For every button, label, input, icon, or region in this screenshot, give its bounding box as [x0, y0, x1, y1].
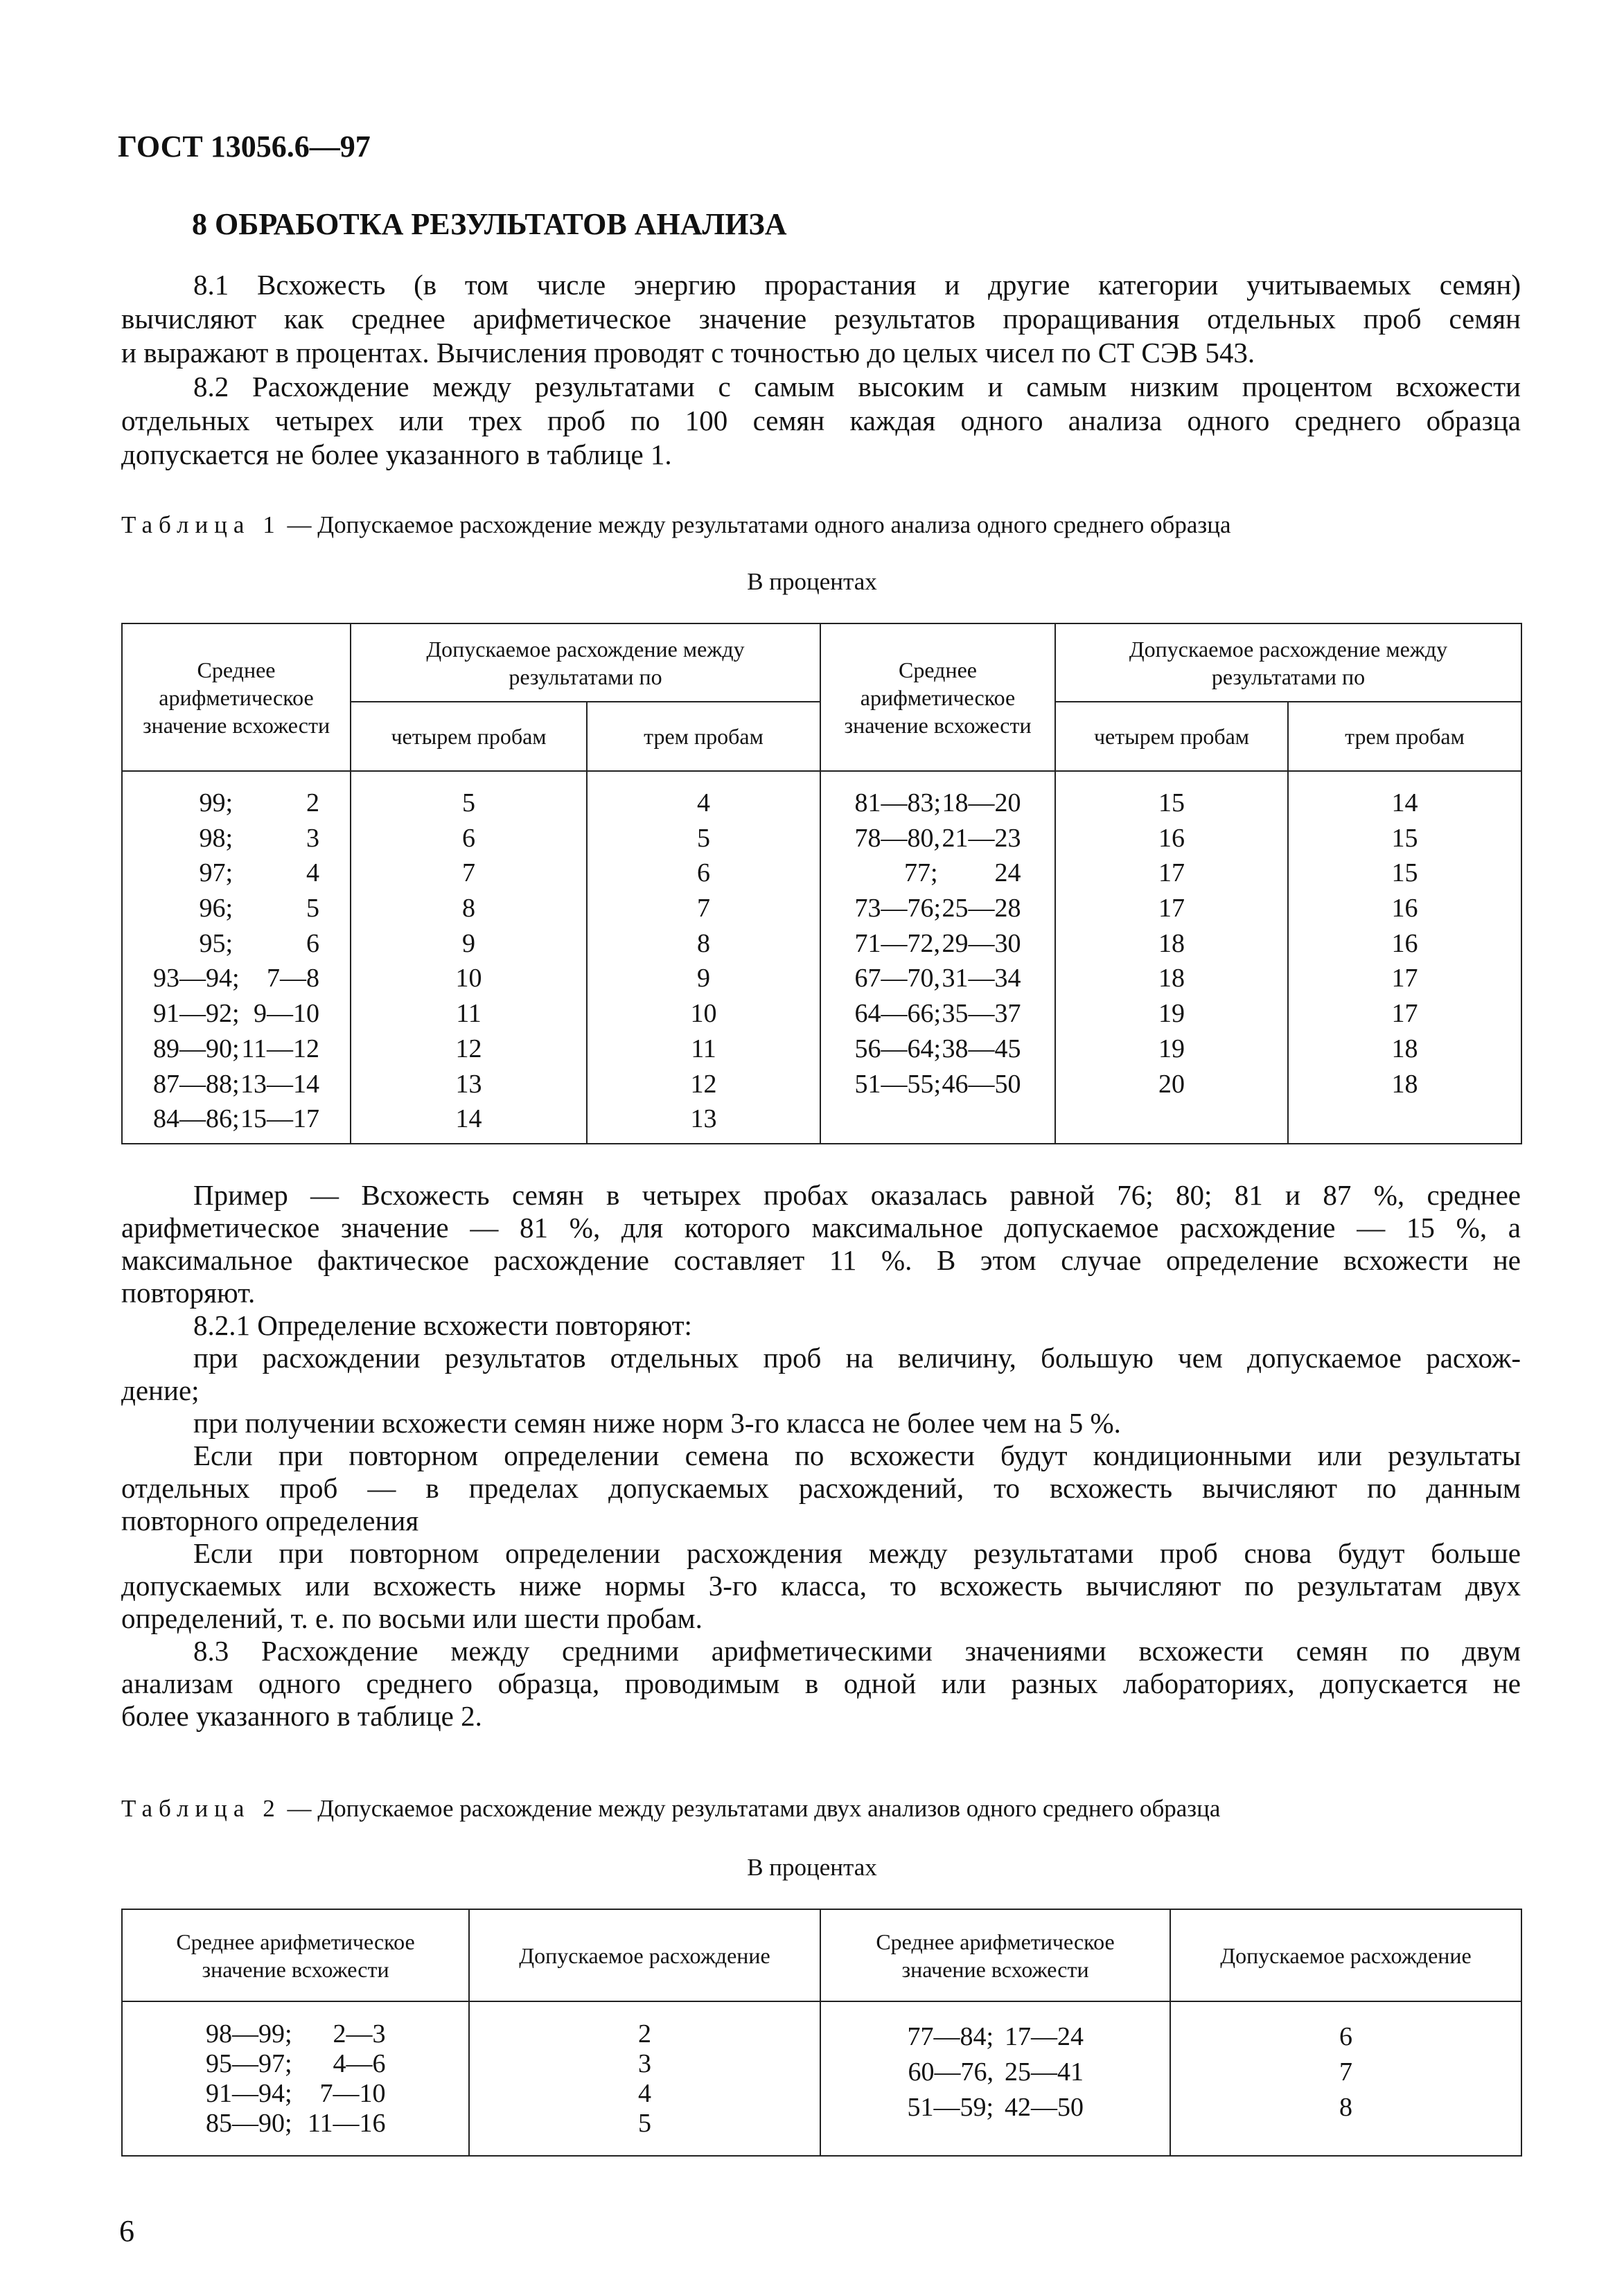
table-row-mean-value — [821, 926, 1054, 962]
table1-header-four-right: четырем пробам — [1055, 702, 1288, 771]
table-row-mean-value — [123, 821, 350, 856]
mean-value-part: 91—92; — [153, 999, 240, 1029]
paragraph-line: более указанного в таблице 2. — [121, 1700, 482, 1732]
table1-caption-label: Таблица 1 — [121, 511, 281, 538]
table1 — [121, 623, 1522, 1144]
mean-value-part: 71—72, — [854, 928, 940, 958]
paragraph-line: вычисляют как среднее арифметическое значение результатов проращивания отдельных проб семян — [121, 303, 1521, 335]
mean-value-part: 11—12 — [241, 1034, 319, 1063]
mean-value-part: 24 — [994, 858, 1021, 888]
table-cell-value: 13 — [455, 1069, 482, 1099]
table-row-mean-value — [123, 1032, 350, 1067]
mean-value-part: 98—99; — [205, 2019, 292, 2048]
table2 — [121, 1909, 1522, 2157]
mean-value-part: 84—86; — [153, 1104, 240, 1134]
table-cell-value: 16 — [1158, 823, 1185, 853]
table1-caption-text: — Допускаемое расхождение между результатами одного анализа одного среднего образца — [281, 511, 1231, 538]
mean-value-part: 18—20 — [942, 788, 1021, 817]
table-cell-value: 18 — [1391, 1069, 1418, 1099]
paragraph-line: при получении всхожести семян ниже норм 3-го класса не более чем на 5 %. — [193, 1407, 1121, 1439]
table-cell-value: 15 — [1391, 858, 1418, 888]
paragraph-line: повторяют. — [121, 1277, 256, 1309]
mean-value-part: 96; — [199, 894, 233, 923]
table-cell-value: 9 — [697, 964, 710, 993]
table-row-mean-value — [123, 891, 350, 926]
table-row-mean-value — [821, 856, 1054, 891]
mean-value-part: 25—41 — [1005, 2057, 1084, 2087]
table-cell-value: 17 — [1391, 999, 1418, 1029]
table-cell-value: 9 — [462, 928, 475, 958]
table-cell-value: 16 — [1391, 894, 1418, 923]
table2-header-diff-left: Допускаемое расхождение — [469, 1909, 820, 2001]
table-row-mean-value — [821, 1032, 1054, 1067]
t1-left-four-col — [351, 771, 587, 1144]
table-row-mean-value — [123, 1101, 350, 1137]
table-row-mean-value — [123, 996, 350, 1032]
mean-value-part: 9—10 — [254, 999, 319, 1029]
mean-value-part: 4—6 — [333, 2049, 386, 2078]
table-cell-value: 5 — [638, 2109, 651, 2138]
paragraph-line: максимальное фактическое расхождение составляет 11 %. В этом случае определение всхожести не — [121, 1244, 1521, 1276]
table-cell-value: 19 — [1158, 1034, 1185, 1063]
mean-value-part: 29—30 — [942, 928, 1021, 958]
table-cell-value: 16 — [1391, 928, 1418, 958]
mean-value-part: 13—14 — [240, 1069, 319, 1099]
table1-header-mean-left: Среднее арифметическое значение всхожести — [122, 623, 351, 771]
table-cell-value: 7 — [697, 894, 710, 923]
t1-left-mean-col — [122, 771, 351, 1144]
table-cell-value: 12 — [690, 1069, 717, 1099]
mean-value-part: 95—97; — [205, 2049, 292, 2078]
table-row-mean-value — [123, 2079, 468, 2109]
paragraphs-example-8-2-1-8-3 — [121, 1179, 1521, 1733]
table-row-mean-value — [821, 2090, 1170, 2125]
t1-right-four-col — [1055, 771, 1288, 1144]
table-cell-value: 10 — [690, 999, 717, 1029]
table1-header-mean-right: Среднее арифметическое значение всхожести — [820, 623, 1055, 771]
table-cell-value: 8 — [1339, 2093, 1352, 2122]
mean-value-part: 5 — [306, 894, 319, 923]
table-row-mean-value — [123, 2049, 468, 2079]
paragraphs-8-1-8-2 — [121, 268, 1521, 472]
table-row-mean-value — [123, 786, 350, 821]
mean-value-part: 2—3 — [333, 2019, 386, 2048]
table-cell-value: 3 — [638, 2049, 651, 2078]
mean-value-part: 73—76; — [854, 894, 942, 923]
table-cell-value: 15 — [1158, 788, 1185, 817]
table1-caption — [121, 511, 1521, 539]
table-row-mean-value — [821, 961, 1054, 996]
table-cell-value: 7 — [462, 858, 475, 888]
t1-left-three-col — [587, 771, 820, 1144]
table-cell-value: 8 — [462, 894, 475, 923]
table-cell-value: 17 — [1391, 964, 1418, 993]
table-row-mean-value — [123, 926, 350, 962]
paragraph-line: Если при повторном определении семена по всхожести будут кондиционными или результаты — [193, 1440, 1521, 1471]
table1-header-diff-left: Допускаемое расхождение между результатами по — [351, 623, 820, 702]
t1-right-three-col — [1288, 771, 1521, 1144]
table-cell-value: 19 — [1158, 999, 1185, 1029]
table-row-mean-value — [123, 856, 350, 891]
table-cell-value: 4 — [697, 788, 710, 817]
mean-value-part: 56—64; — [854, 1034, 942, 1063]
paragraph-line: Пример — Всхожесть семян в четырех пробах оказалась равной 76; 80; 81 и 87 %, среднее — [193, 1179, 1521, 1211]
mean-value-part: 93—94; — [153, 964, 240, 993]
mean-value-part: 51—55; — [854, 1069, 942, 1099]
mean-value-part: 51—59; — [907, 2093, 994, 2122]
table-row-mean-value — [821, 2019, 1170, 2055]
mean-value-part: 95; — [199, 928, 233, 958]
table1-header-three-right: трем пробам — [1288, 702, 1521, 771]
mean-value-part: 85—90; — [205, 2109, 292, 2138]
t2-right-diff-col — [1170, 2001, 1521, 2156]
mean-value-part: 7—10 — [319, 2079, 386, 2108]
mean-value-part: 6 — [306, 928, 319, 958]
table2-header-diff-right: Допускаемое расхождение — [1170, 1909, 1521, 2001]
t2-right-mean-col — [820, 2001, 1170, 2156]
table1-header-four-left: четырем пробам — [351, 702, 587, 771]
table-cell-value: 17 — [1158, 858, 1185, 888]
table-cell-value: 5 — [697, 823, 710, 853]
mean-value-part: 2 — [306, 788, 319, 817]
mean-value-part: 17—24 — [1005, 2022, 1084, 2051]
t2-left-diff-col — [469, 2001, 820, 2156]
mean-value-part: 38—45 — [942, 1034, 1021, 1063]
table-cell-value: 6 — [697, 858, 710, 888]
paragraph-line: 8.1 Всхожесть (в том числе энергию прорастания и другие категории учитываемых семян) — [193, 269, 1521, 301]
mean-value-part: 11—16 — [307, 2109, 386, 2138]
table-row-mean-value — [821, 1067, 1054, 1102]
document-code: ГОСТ 13056.6—97 — [118, 130, 371, 163]
table-row-mean-value — [821, 996, 1054, 1032]
paragraph-line: и выражают в процентах. Вычисления проводят с точностью до целых чисел по СТ СЭВ 543. — [121, 337, 1255, 369]
table-cell-value: 14 — [1391, 788, 1418, 817]
mean-value-part: 3 — [306, 823, 319, 853]
paragraph-line: 8.2.1 Определение всхожести повторяют: — [193, 1309, 692, 1341]
table-row-mean-value — [123, 2109, 468, 2139]
table2-caption-label: Таблица 2 — [121, 1795, 281, 1822]
table-row-mean-value — [123, 1067, 350, 1102]
table-cell-value: 6 — [462, 823, 475, 853]
mean-value-part: 25—28 — [942, 894, 1021, 923]
page-number: 6 — [119, 2214, 134, 2248]
paragraph-line: отдельных проб — в пределах допускаемых расхождений, то всхожесть вычисляют по данным — [121, 1472, 1521, 1504]
table-cell-value: 18 — [1158, 964, 1185, 993]
table-cell-value: 11 — [456, 999, 482, 1029]
paragraph-line: определений, т. е. по восьми или шести пробам. — [121, 1602, 703, 1634]
mean-value-part: 97; — [199, 858, 233, 888]
table-row-mean-value — [821, 821, 1054, 856]
mean-value-part: 7—8 — [267, 964, 319, 993]
mean-value-part: 4 — [306, 858, 319, 888]
table-cell-value: 15 — [1391, 823, 1418, 853]
mean-value-part: 67—70, — [854, 964, 940, 993]
table-row-mean-value — [123, 2019, 468, 2049]
paragraph-line: допускается не более указанного в таблице 1. — [121, 439, 672, 470]
mean-value-part: 42—50 — [1005, 2093, 1084, 2122]
mean-value-part: 91—94; — [205, 2079, 292, 2108]
table-cell-value: 13 — [690, 1104, 717, 1134]
paragraph-line: арифметическое значение — 81 %, для которого максимальное допускаемое расхождение — 15 %, а — [121, 1212, 1521, 1243]
paragraph-line: допускаемых или всхожесть ниже нормы 3-го класса, то всхожесть вычисляют по результатам двух — [121, 1570, 1521, 1602]
table-cell-value: 6 — [1339, 2022, 1352, 2051]
table1-header-diff-right: Допускаемое расхождение между результатами по — [1055, 623, 1521, 702]
table-cell-value: 10 — [455, 964, 482, 993]
table-cell-value: 7 — [1339, 2057, 1352, 2087]
mean-value-part: 77; — [903, 858, 938, 888]
mean-value-part: 60—76, — [908, 2057, 994, 2087]
table-cell-value: 18 — [1158, 928, 1185, 958]
mean-value-part: 64—66; — [854, 999, 942, 1029]
paragraph-line: отдельных четырех или трех проб по 100 семян каждая одного анализа одного среднего образца — [121, 405, 1521, 436]
table2-header-mean-right: Среднее арифметическое значение всхожести — [820, 1909, 1170, 2001]
table2-caption-text: — Допускаемое расхождение между результатами двух анализов одного среднего образца — [281, 1795, 1221, 1822]
mean-value-part: 81—83; — [854, 788, 942, 817]
mean-value-part: 46—50 — [942, 1069, 1021, 1099]
mean-value-part: 78—80, — [854, 823, 940, 853]
table-row-mean-value — [821, 786, 1054, 821]
paragraph-line: повторного определения — [121, 1505, 419, 1537]
section-title: 8 ОБРАБОТКА РЕЗУЛЬТАТОВ АНАЛИЗА — [192, 207, 787, 241]
paragraph-line: дение; — [121, 1374, 200, 1406]
mean-value-part: 98; — [199, 823, 233, 853]
table1-unit: В процентах — [747, 568, 877, 595]
table-row-mean-value — [821, 891, 1054, 926]
table-cell-value: 8 — [697, 928, 710, 958]
table-cell-value: 11 — [691, 1034, 716, 1063]
mean-value-part: 99; — [199, 788, 233, 817]
paragraph-line: при расхождении результатов отдельных проб на величину, большую чем допускаемое расхож- — [193, 1342, 1521, 1374]
table-cell-value: 2 — [638, 2019, 651, 2048]
paragraph-line: Если при повторном определении расхождения между результатами проб снова будут больше — [193, 1537, 1521, 1569]
table-cell-value: 12 — [455, 1034, 482, 1063]
table2-caption — [121, 1795, 1521, 1823]
table-cell-value: 17 — [1158, 894, 1185, 923]
mean-value-part: 77—84; — [907, 2022, 994, 2051]
mean-value-part: 21—23 — [942, 823, 1021, 853]
mean-value-part: 87—88; — [153, 1069, 240, 1099]
paragraph-line: 8.2 Расхождение между результатами с самым высоким и самым низким процентом всхожести — [193, 371, 1521, 402]
mean-value-part: 35—37 — [942, 999, 1021, 1029]
t2-left-mean-col — [122, 2001, 469, 2156]
table2-unit: В процентах — [747, 1854, 877, 1881]
table-cell-value: 5 — [462, 788, 475, 817]
mean-value-part: 15—17 — [240, 1104, 319, 1134]
table1-header-three-left: трем пробам — [587, 702, 820, 771]
table-cell-value: 18 — [1391, 1034, 1418, 1063]
table-cell-value: 4 — [638, 2079, 651, 2108]
table-cell-value: 20 — [1158, 1069, 1185, 1099]
table-row-mean-value — [123, 961, 350, 996]
mean-value-part: 89—90; — [153, 1034, 240, 1063]
table-cell-value: 14 — [455, 1104, 482, 1134]
table2-header-mean-left: Среднее арифметическое значение всхожести — [122, 1909, 469, 2001]
mean-value-part: 31—34 — [942, 964, 1021, 993]
t1-right-mean-col — [820, 771, 1055, 1144]
paragraph-line: анализам одного среднего образца, проводимым в одной или разных лабораториях, допускается не — [121, 1667, 1521, 1699]
table-row-mean-value — [821, 2055, 1170, 2090]
paragraph-line: 8.3 Расхождение между средними арифметическими значениями всхожести семян по двум — [193, 1635, 1521, 1667]
